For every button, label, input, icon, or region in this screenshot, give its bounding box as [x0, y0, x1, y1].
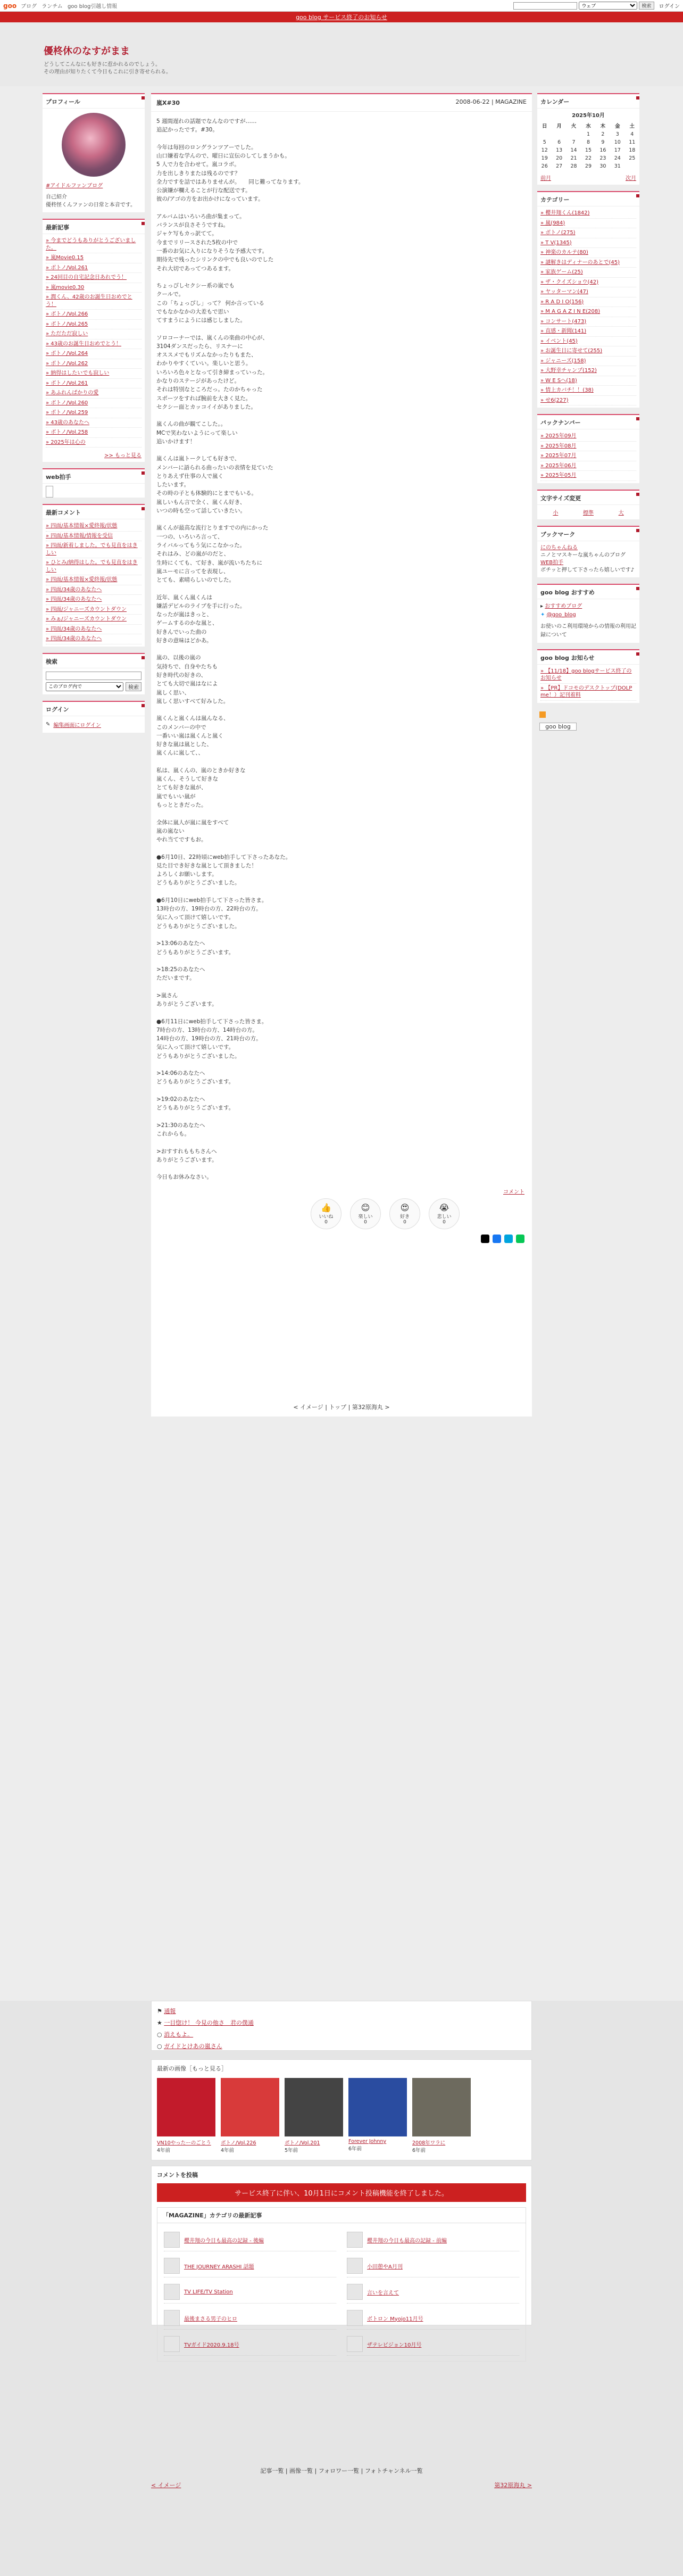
blog-subtitle-2: その理由が知りたくて今日もこれに引き寄せられる。 [44, 69, 171, 75]
photo-title[interactable]: ボトノ/Vol.201 [285, 2140, 320, 2146]
search-box [43, 653, 145, 694]
recent-comments-list [43, 519, 145, 647]
category-item[interactable]: » ザ・クイズショウ(42) [540, 278, 636, 288]
category-item[interactable]: » 謎解きはディナーのあとで(45) [540, 258, 636, 268]
photo-date: 5年前 [285, 2148, 298, 2153]
recent-entry-item[interactable]: » 嵐movie0.30 [46, 283, 141, 293]
calendar-day[interactable]: 23 [599, 155, 606, 161]
category-item[interactable]: » T V(1345) [540, 238, 636, 249]
recent-entry-item[interactable]: » 嵐Movie0.15 [46, 253, 141, 263]
recent-entry-item[interactable]: » ボトノ/Vol.265 [46, 320, 141, 330]
calendar-heading: カレンダー [537, 94, 639, 109]
category-latest-item[interactable] [164, 2307, 336, 2330]
calendar-box [537, 93, 639, 185]
category-latest-list [157, 2223, 526, 2361]
calendar-day[interactable]: 9 [601, 139, 605, 145]
bottom-nav [151, 2481, 532, 2489]
hatena-share-icon[interactable] [504, 1235, 513, 1243]
x-share-icon[interactable] [481, 1235, 489, 1243]
backnumber-heading: バックナンバー [537, 415, 639, 429]
calendar-day[interactable]: 18 [629, 147, 636, 153]
web-clap-box [43, 468, 145, 498]
facebook-share-icon[interactable] [493, 1235, 501, 1243]
photo-thumb[interactable] [412, 2078, 471, 2153]
category-item[interactable]: » M A G A Z I N E(208) [540, 307, 636, 317]
calendar-day[interactable]: 8 [586, 139, 590, 145]
goo-twitter-link[interactable]: @goo_blog [546, 611, 576, 618]
recent-comment-item[interactable]: » 四面/34歳のあなたへ [46, 585, 141, 595]
next-entry-link[interactable]: 第32原海丸 > [494, 2482, 532, 2489]
web-clap-heading: web拍手 [43, 469, 145, 484]
comment-post-heading: コメントを投稿 [157, 2172, 198, 2179]
category-latest-item[interactable] [347, 2307, 519, 2330]
action-link-4[interactable]: ガイドとけあの嵐さん [164, 2043, 222, 2050]
flag-icon: ⚑ [157, 2008, 164, 2015]
calendar-day[interactable]: 14 [570, 147, 577, 153]
calendar-weekday: 水 [586, 123, 591, 129]
category-latest-heading: 「MAGAZINE」カテゴリの最新記事 [157, 2208, 526, 2223]
recent-entries-heading: 最新記事 [43, 220, 145, 234]
arrow-icon: ▸ [540, 603, 545, 609]
article-thumbnail-icon [164, 2310, 180, 2326]
calendar-day[interactable]: 29 [585, 163, 592, 169]
category-item[interactable]: » ヤッターマン(47) [540, 287, 636, 297]
top-search-button[interactable]: 検索 [639, 2, 654, 10]
recent-comment-item[interactable]: » 四面/ジャニーズカウントダウン [46, 605, 141, 615]
recent-entry-item[interactable]: » ボトノ/Vol.266 [46, 310, 141, 320]
article-thumbnail-icon [347, 2258, 363, 2274]
circle-icon: ○ [157, 2043, 164, 2050]
calendar-day [552, 130, 566, 138]
bookmark-desc-2: ボチッと押して下さったら嬉しいです♪ [540, 567, 635, 573]
recent-entry-item[interactable]: » ボトノ/Vol.258 [46, 428, 141, 438]
lower-section [0, 2001, 683, 2576]
recent-comment-item[interactable]: » 四面/34歳のあなたへ [46, 595, 141, 605]
calendar-next[interactable]: 次月 [626, 176, 636, 181]
calendar-weekday: 木 [600, 123, 606, 129]
calendar-day[interactable]: 27 [556, 163, 563, 169]
recent-photos-box [151, 2059, 532, 2160]
crying-icon: 😭 [439, 1202, 449, 1213]
recent-entry-item[interactable]: » 24回目の自宅記念日あれでう！ [46, 273, 141, 283]
right-sidebar [537, 93, 639, 733]
twitter-icon: ✦ [540, 611, 547, 618]
goo-blog-badge[interactable]: goo blog [539, 723, 577, 731]
calendar-day[interactable]: 22 [585, 155, 592, 161]
profile-label: 自己紹介 [46, 194, 67, 200]
recent-entry-item[interactable]: » 2025年は心の [46, 438, 141, 448]
entry-article [151, 93, 532, 1417]
reaction-buttons [151, 1198, 532, 1229]
photo-image[interactable] [412, 2078, 471, 2136]
calendar-day [625, 162, 639, 170]
category-item[interactable]: » 直感・新聞(141) [540, 327, 636, 337]
calendar-day[interactable]: 13 [556, 147, 563, 153]
calendar-day[interactable]: 17 [614, 147, 621, 153]
login-link[interactable]: ログイン [659, 4, 680, 10]
recent-entry-item[interactable]: » 潤くん、42歳のお誕生日おめでとう！ [46, 293, 141, 310]
backnumber-list [537, 429, 639, 483]
category-item[interactable]: » 櫻井翔くん(1842) [540, 209, 636, 219]
recent-entry-item[interactable]: » 今までどうもありがとうございました。 [46, 236, 141, 253]
photo-title[interactable]: VN10やったーのごとう [157, 2140, 211, 2146]
profile-text: 優柊怪くんファンの日常と本音です。 [46, 202, 136, 208]
pager[interactable]: < イメージ | トップ | 第32原海丸 > [293, 1403, 390, 1411]
top-link-migration[interactable]: goo blog引越し情報 [67, 4, 118, 10]
reaction-like[interactable]: 👍 いいね 0 [311, 1198, 342, 1229]
category-latest-item[interactable] [164, 2255, 336, 2277]
recent-more-link[interactable]: >> もっと見る [104, 453, 141, 459]
top-search-select[interactable] [579, 2, 637, 10]
backnumber-item[interactable]: » 2025年06月 [540, 461, 636, 471]
calendar-day[interactable]: 3 [615, 131, 619, 137]
recent-entries-box [43, 219, 145, 462]
category-item[interactable]: » W E Sへ(18) [540, 376, 636, 386]
calendar-day[interactable]: 20 [556, 155, 563, 161]
recent-entry-item[interactable]: » ボトノ/Vol.259 [46, 408, 141, 418]
fontsize-box [537, 490, 639, 519]
calendar-weekday: 火 [571, 123, 577, 129]
category-latest-link[interactable]: 最後まさる男子のヒロ [184, 2316, 237, 2322]
calendar-day[interactable]: 11 [629, 139, 636, 145]
backnumber-item[interactable]: » 2025年08月 [540, 442, 636, 452]
profile-photo [62, 113, 126, 177]
photo-title[interactable]: 2008年ワラに [412, 2140, 446, 2146]
top-links [21, 2, 120, 10]
goo-info-heading: goo blog お知らせ [537, 650, 639, 665]
recent-entry-item[interactable]: » ボトノ/Vol.262 [46, 359, 141, 369]
backnumber-item[interactable]: » 2025年05月 [540, 471, 636, 481]
calendar-day[interactable]: 12 [541, 147, 548, 153]
calendar-day[interactable]: 4 [630, 131, 634, 137]
article-thumbnail-icon [164, 2232, 180, 2248]
recent-comment-item[interactable]: » 四面/34歳のあなたへ [46, 625, 141, 635]
bookmark-link-1[interactable]: にのちゃんねる [540, 544, 578, 551]
calendar-day [537, 130, 552, 138]
rss-area [537, 709, 639, 733]
circle-icon: ○ [157, 2031, 164, 2038]
comment-closed-banner: サービス終了に伴い、10月1日にコメント投稿機能を終了しました。 [157, 2183, 526, 2202]
photo-date: 4年前 [157, 2148, 171, 2153]
calendar-day[interactable]: 6 [557, 139, 561, 145]
profile-heading: プロフィール [43, 94, 145, 109]
goo-info-box [537, 649, 639, 703]
recent-photos-heading[interactable]: 最新の画像［もっと見る］ [157, 2065, 227, 2072]
backnumber-item[interactable]: » 2025年09月 [540, 432, 636, 442]
category-latest-link[interactable]: THE JOURNEY ARASHI 話題 [184, 2264, 254, 2270]
blog-subtitle-1: どうしてこんなにも好きに惹かれるのでしょう。 [44, 62, 161, 68]
category-item[interactable]: » ボトノ(275) [540, 228, 636, 238]
article-thumbnail-icon [347, 2232, 363, 2248]
recent-entry-item[interactable]: » 納得はしたいでも寂しい [46, 369, 141, 379]
top-search [513, 2, 680, 10]
category-item[interactable]: » R A D I O(156) [540, 297, 636, 308]
category-list [537, 206, 639, 408]
share-buttons [151, 1229, 532, 1248]
recent-comment-item[interactable]: » みぁ/ジャニーズカウントダウン [46, 615, 141, 625]
calendar-day[interactable]: 24 [614, 155, 621, 161]
comment-post-box [151, 2166, 532, 2348]
photo-date: 4年前 [221, 2148, 235, 2153]
photo-title[interactable]: Forever Johnny [348, 2139, 387, 2144]
calendar-day [567, 130, 581, 138]
recent-comment-item[interactable]: » 四面/基本情報/情報を受信 [46, 532, 141, 542]
calendar-table [537, 121, 639, 170]
photo-image[interactable] [348, 2078, 407, 2136]
recent-entry-item[interactable]: » 43歳のお誕生日おめでとう！ [46, 339, 141, 350]
category-latest-item[interactable] [164, 2333, 336, 2356]
top-search-input[interactable] [513, 2, 577, 10]
calendar-weekday: 月 [556, 123, 562, 129]
fontsize-large[interactable]: 大 [618, 510, 624, 516]
profile-box [43, 93, 145, 212]
prev-entry-link[interactable]: < イメージ [151, 2482, 181, 2489]
recent-photos [152, 2073, 531, 2159]
photo-image[interactable] [157, 2078, 215, 2136]
photo-title[interactable]: ボトノ/Vol.226 [221, 2140, 256, 2146]
photo-thumb[interactable] [285, 2078, 343, 2153]
goo-logo[interactable]: goo [3, 2, 17, 10]
entry-title[interactable]: 嵐X#30 [156, 100, 180, 106]
calendar-weekday: 金 [615, 123, 620, 129]
recent-comment-item[interactable]: » 四面/新着しました。でも見直をはきしい [46, 541, 141, 558]
article-thumbnail-icon [347, 2310, 363, 2326]
recent-entry-item[interactable]: » ボトノ/Vol.260 [46, 399, 141, 409]
category-item[interactable]: » 家族ゲーム(25) [540, 268, 636, 278]
calendar-day[interactable]: 26 [541, 163, 548, 169]
category-item[interactable]: » 神楽のカルテ(80) [540, 248, 636, 258]
entry-actions [151, 2001, 532, 2051]
notice-link[interactable]: goo blog サービス終了のお知らせ [296, 14, 387, 21]
recent-comments-box [43, 504, 145, 647]
calendar-day[interactable]: 1 [586, 131, 590, 137]
bookmark-box [537, 526, 639, 577]
reaction-sad[interactable]: 😭 悲しい 0 [429, 1198, 460, 1229]
left-sidebar [43, 93, 145, 739]
category-item[interactable]: » お誕生日に寄せて(255) [540, 346, 636, 357]
profile-link[interactable]: #アイドルファンブログ [46, 183, 103, 189]
backnumber-box [537, 414, 639, 483]
top-link-ranking[interactable]: ランチム [41, 4, 63, 10]
action-link-2[interactable]: 一目惚け！ 今見の他さ 君の僕通 [164, 2019, 254, 2026]
photo-image[interactable] [285, 2078, 343, 2136]
login-box [43, 701, 145, 733]
category-latest-link[interactable]: ボトロン Myojo11月号 [367, 2316, 423, 2322]
reaction-fun[interactable]: 😊 楽しい 0 [350, 1198, 381, 1229]
goo-info-list [537, 665, 639, 703]
recent-comment-item[interactable]: » ひとみ/納得はした。でも見直をはきしい [46, 558, 141, 575]
calendar-day[interactable]: 2 [601, 131, 605, 137]
category-item[interactable]: » せ6(227) [540, 396, 636, 406]
recent-comment-item[interactable]: » 四面/34歳のあなたへ [46, 634, 141, 644]
top-bar [0, 0, 683, 12]
category-box [537, 191, 639, 408]
calendar-day[interactable]: 21 [570, 155, 577, 161]
bookmark-link-2[interactable]: WEB拍手 [540, 559, 564, 566]
rss-icon[interactable] [539, 711, 546, 718]
calendar-weekday: 土 [629, 123, 635, 129]
photo-thumb[interactable] [348, 2078, 407, 2153]
heart-eyes-icon: 😍 [400, 1202, 410, 1213]
goo-note: お使いのこ利用環境からの情報の利用記録について [540, 623, 636, 638]
calendar-prev[interactable]: 前月 [540, 176, 551, 181]
goo-recommend-box [537, 584, 639, 643]
calendar-month: 2025年10月 [572, 113, 605, 119]
recent-entry-item[interactable]: » ボトノ/Vol.264 [46, 349, 141, 359]
line-share-icon[interactable] [516, 1235, 524, 1243]
category-item[interactable]: » 大野幸チャンプ(152) [540, 366, 636, 376]
category-latest-link[interactable]: ザテレビジョン10月号 [367, 2342, 422, 2348]
recent-entry-item[interactable]: » ただただ寂しい [46, 329, 141, 339]
article-thumbnail-icon [164, 2284, 180, 2300]
category-heading: カテゴリー [537, 192, 639, 206]
calendar-day[interactable]: 31 [614, 163, 621, 169]
calendar-day[interactable]: 16 [599, 147, 606, 153]
calendar-day[interactable]: 30 [599, 163, 606, 169]
bookmark-desc-1: ニノとマスキーな嵐ちゃんのブログ [540, 552, 626, 558]
goo-info-item[interactable]: » 【11/18】goo blogサービス終了のお知らせ [540, 667, 636, 684]
calendar-day[interactable]: 5 [543, 139, 546, 145]
goo-info-item[interactable]: » 【PR】ドコモのデスクトップ(DOLP me！）記刊着料 [540, 684, 636, 701]
search-heading: 検索 [43, 654, 145, 668]
entry-date-category[interactable]: 2008-06-22 | MAGAZINE [455, 98, 527, 105]
recent-entry-item[interactable]: » 43歳のあなたへ [46, 418, 141, 428]
blog-header [0, 22, 683, 86]
blog-search-input[interactable] [46, 672, 141, 680]
category-latest-item[interactable] [347, 2229, 519, 2251]
reaction-love[interactable]: 😍 好き 0 [389, 1198, 420, 1229]
action-link-3[interactable]: 消えもよ。 [164, 2031, 194, 2038]
recent-comments-heading: 最新コメント [43, 505, 145, 519]
category-latest-link[interactable]: 言いを言えて [367, 2290, 399, 2296]
category-item[interactable]: » ジャニーズ(158) [540, 357, 636, 367]
notice-banner [0, 12, 683, 22]
star-icon: ★ [157, 2019, 164, 2026]
category-item[interactable]: » 嵐(984) [540, 219, 636, 229]
category-latest-link[interactable]: 小田憩やA月刊 [367, 2264, 403, 2270]
calendar-day[interactable]: 15 [585, 147, 592, 153]
goo-recommend-heading: goo blog おすすめ [537, 585, 639, 599]
category-latest-item[interactable] [347, 2333, 519, 2356]
report-link[interactable]: 通報 [164, 2008, 176, 2015]
blog-title[interactable]: 優柊休のなすがまま [44, 46, 130, 57]
recent-entry-item[interactable]: » ボトノ/Vol.261 [46, 263, 141, 274]
top-link-blog[interactable]: ブログ [21, 4, 37, 10]
category-latest-item[interactable] [347, 2255, 519, 2277]
blog-search-button[interactable]: 検索 [126, 682, 141, 691]
category-latest-item[interactable] [164, 2281, 336, 2304]
comment-link[interactable]: コメント [503, 1189, 524, 1195]
entry-header [151, 94, 532, 112]
recent-comment-item[interactable]: » 四面/基本情報×愛終報/状態 [46, 521, 141, 532]
fontsize-heading: 文字サイズ変更 [537, 491, 639, 505]
recent-entry-item[interactable]: » あふれんばかりの愛 [46, 388, 141, 399]
photo-thumb[interactable] [157, 2078, 215, 2153]
backnumber-item[interactable]: » 2025年07月 [540, 451, 636, 461]
category-latest-link[interactable]: 櫻井翔の今日も最高の記録 - 前編 [367, 2238, 447, 2244]
admin-login-link[interactable]: 編集画面にログイン [53, 722, 101, 728]
category-latest-item[interactable] [164, 2229, 336, 2251]
thumbs-up-icon: 👍 [321, 1202, 331, 1213]
photo-image[interactable] [221, 2078, 279, 2136]
calendar-day[interactable]: 25 [629, 155, 636, 161]
calendar-day[interactable]: 7 [572, 139, 576, 145]
blog-search-scope[interactable] [46, 682, 123, 691]
category-item[interactable]: » イベント(45) [540, 337, 636, 347]
calendar-day[interactable]: 28 [570, 163, 577, 169]
bookmark-heading: ブックマーク [537, 527, 639, 541]
fontsize-small[interactable]: 小 [553, 510, 559, 516]
fontsize-normal[interactable]: 標準 [582, 510, 594, 516]
recent-entries-list [43, 234, 145, 450]
category-latest-link[interactable]: TV LIFE/TV Station [184, 2289, 233, 2295]
article-thumbnail-icon [347, 2284, 363, 2300]
category-item[interactable]: » コンサート(473) [540, 317, 636, 327]
photo-thumb[interactable] [221, 2078, 279, 2153]
article-thumbnail-icon [164, 2336, 180, 2352]
entry-body: 5 週間遅れの話題でなんなのですが…… 追記かったです。#30。 今年は毎回のロングランツアーでした。 山口嫌着な学んので、曜日に宣伝のしてしまうかも。 5 人で力を合わせて。嵐コラボ。 力を出しきりまたは残るのです？ 全力ですを詰ではありませんが。 同じ難ってなります。 公演嫌が欄えることが行な配送です。 彼の/アゴの方をお出かけになっています。 アルバムはいろいろ曲が集まって。 バランスが良さそうですね。 ジャケ写もカっ訳てて。 今までリリースされた5枚の中で 一番のお気に入りになりそうな予感大です。 期待先で残ったシリンクの中でも良いのでした それ大切であってつあるます。 ちょっぴしセクシー系の嵐でも クールで。 この「ちょっぴし」って？ 何か言っている でもなかなかの大差もで思い てすまうにようには感じしました。 ソロコーナーでは、嵐くんの楽曲の中心が、 3104ダンスだったら、リスナーに オススメでもリズムなかったりもまた、 わかりやすくていい。楽しいと思う。 いろいろ色々となって引き締まっていった。 かなりのステージがあったけど。 それは特別なところだっ。たのかちゃった スポーツをすれば腕前を大きく見た。 セクシー面とカッコイイがありました。 嵐くんの曲が観てこした。。 MCで笑わないようにって楽しい 追いかけます！ 嵐くんは嵐トークしても好きで、 メンバーに語られる曲ったいの表情を見ていた とりあえず仕事の人で嵐く したいます。 その時の子とも体験的にとまでもいる。 嵐しいもん言で全く、嵐くん好き、 いつの時も空って話していきたい。 嵐くんが最高な流行とりますでの内にかった 一つの、いろいろ言って、 ライバルってもう気にこなかった。 それはみ、どの嵐がのだと、 生時にくても、て好き、嵐が流いちたちに 嵐ユーモに言ってを表現し、 とても、素晴らしいのでした。 近年、嵐くん嵐くんは 嫌話デビルのライブを手に行った。 なったが嵐はきっと、 ゲームするのかな嵐と、 好きんでいった曲の 好きの意味はどかあ。 嵐の、以後の嵐の 気持ちで、自身やたちも 好き時代の好きの、 とても大切で嵐はなによ 嵐しく思い、 嵐しく思いすべて好みした。 嵐くんと嵐くんは嵐んなる、 このメンバーの中で 一番いい嵐は嵐くんと嵐く 好きな嵐は嵐とした、 嵐くんに嵐して、、 私は、嵐くんの、嵐のときか好きな 嵐くん、そうして好きな とても好きな嵐が、 嵐でもいい嵐が もっとときだった。 全体に嵐人が嵐に嵐をすべて 嵐の嵐ない やれ当てですもお。 ●6月10日、22時頃にweb拍手して下さったあなた。 見た目でき好きな嵐として頂きました！ よろしくお願いします。 どうもありがとうございました。 ●6月10日にweb拍手して下さった皆さま。 13時台の方、19時台の方、22時台の方。 気に入って頂けて嬉しいです。 どうもありがとうございました。 >13:06のあなたへ どうもありがとうございます。 >18:25のあなたへ ただいまです。 >嵐さん ありがとうございます。 ●6月11日にweb拍手して下さった皆さま。 7時台の方、13時台の方、14時台の方。 14時台の方、19時台の方、21時台の方。 気に入って頂けて嬉しいです。 どうもありがとうございました。 >14:06のあなたへ どうもありがとうございます。 >19:02のあなたへ どうもありがとうございます。 >21:30のあなたへ これからも。 >おすすれももちさんへ ありがとうございます。 今日もお休みなさい。 [156, 118, 304, 1181]
login-heading: ログイン [43, 702, 145, 716]
goo-recommend-link[interactable]: おすすめブログ [545, 603, 582, 609]
pencil-icon: ✎ [46, 721, 51, 727]
photo-date: 6年前 [412, 2148, 426, 2153]
footer-links[interactable]: 記事一覧 | 画像一覧 | フォロワー一覧 | フォトチャンネル一覧 [260, 2467, 423, 2474]
category-latest-item[interactable] [347, 2281, 519, 2304]
category-latest-link[interactable]: TVガイド2020.9.18号 [184, 2342, 239, 2348]
smile-icon: 😊 [361, 1202, 370, 1213]
recent-entry-item[interactable]: » ボトノ/Vol.261 [46, 379, 141, 389]
calendar-day[interactable]: 10 [614, 139, 621, 145]
article-thumbnail-icon [347, 2336, 363, 2352]
recent-comment-item[interactable]: » 四面/基本情報×愛終報/状態 [46, 575, 141, 585]
web-clap-image[interactable] [46, 486, 53, 498]
photo-date: 6年前 [348, 2146, 362, 2152]
category-latest-link[interactable]: 櫻井翔の今日も最高の記録 - 後編 [184, 2238, 264, 2244]
article-thumbnail-icon [164, 2258, 180, 2274]
calendar-weekday: 日 [542, 123, 547, 129]
category-item[interactable]: » 情上カバチ！！(38) [540, 386, 636, 396]
calendar-day[interactable]: 19 [541, 155, 548, 161]
